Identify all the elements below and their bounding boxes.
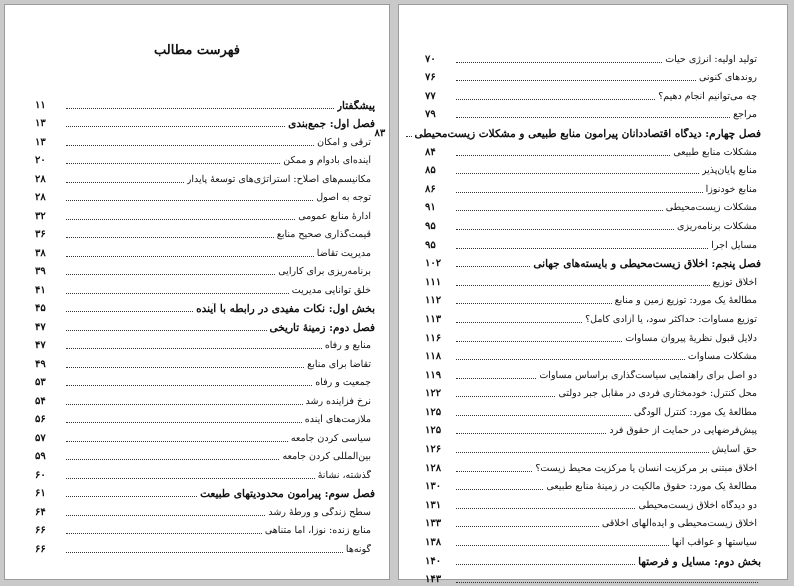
toc-entry-title: بخش اول: نکات مفیدی در رابطه با آینده <box>196 303 375 315</box>
toc-entry-page: ۳۸ <box>35 247 46 259</box>
toc-entry <box>425 326 761 345</box>
toc-entry-title: سطح زندگی و ورطهٔ رشد <box>268 506 371 518</box>
toc-entry-title: سیاسی کردن جامعه <box>290 432 371 444</box>
toc-entry-page: ۶۱ <box>35 488 46 499</box>
dot-leader <box>66 404 303 405</box>
dot-leader <box>66 348 322 349</box>
toc-entry <box>425 140 761 159</box>
toc-entry <box>425 66 761 85</box>
toc-entry-page: ۱۳۸ <box>425 537 442 549</box>
toc-entry-title: مطالعهٔ یک مورد: حقوق مالکیت در زمینهٔ منابع طبیعی <box>546 481 757 493</box>
dot-leader <box>456 117 730 118</box>
toc-entry-page: ۲۸ <box>35 192 46 203</box>
dot-leader <box>66 219 295 220</box>
toc-entry-title: اخلاق مبتنی بر مرکزیت انسان یا مرکزیت محیط زیست؟ <box>535 462 757 474</box>
toc-entry-page: ۱۲۶ <box>425 444 442 456</box>
dot-leader <box>456 229 674 230</box>
toc-entry-page: ۷۹ <box>425 109 436 121</box>
toc-entry-title: حق آسایش <box>711 444 757 456</box>
dot-leader <box>456 62 662 63</box>
dot-leader <box>456 396 555 397</box>
dot-leader <box>66 533 262 534</box>
toc-entry-title: مدیریت تقاضا <box>316 247 371 259</box>
dot-leader <box>456 471 532 472</box>
toc-entry-page: ۵۹ <box>35 451 46 462</box>
toc-entry-page: ۱۱۹ <box>425 369 442 381</box>
toc-entry-page: ۱۴۰ <box>425 555 442 567</box>
dot-leader <box>456 526 599 527</box>
dot-leader <box>66 311 193 312</box>
toc-entry-page: ۱۲۵ <box>425 406 442 418</box>
dot-leader <box>66 552 343 553</box>
toc-entry-title: چه می‌توانیم انجام دهیم؟ <box>658 90 757 102</box>
dot-leader <box>456 508 635 509</box>
toc-entry-title: محل کنترل: خودمختاری فردی در مقابل جبر دولتی <box>558 388 757 400</box>
toc-entry <box>425 196 761 215</box>
toc-entry-page: ۶۶ <box>35 525 46 536</box>
toc-entry <box>374 121 761 140</box>
toc-entry-page: ۱۳ <box>35 118 46 129</box>
toc-entry-page: ۲۸ <box>35 173 46 185</box>
toc-entry-title: پیش‌فرضهایی در حمایت از حقوق فرد <box>609 425 757 437</box>
dot-leader <box>456 99 655 100</box>
dot-leader <box>66 515 265 516</box>
toc-entry-page: ۵۳ <box>35 377 46 388</box>
toc-entry-title: اخلاق توزیع <box>712 276 757 288</box>
dot-leader <box>66 441 288 442</box>
toc-entry-page: ۴۷ <box>35 321 46 333</box>
toc-entry-title: بین‌المللی کردن جامعه <box>282 451 371 462</box>
toc-entry <box>35 500 375 519</box>
toc-entry-title: مطالعهٔ یک مورد: کنترل آلودگی <box>633 406 757 418</box>
toc-entry-page: ۱۳۰ <box>425 481 442 493</box>
toc-entry-title: منابع و رفاه <box>324 340 371 351</box>
toc-entry-page: ۵۶ <box>35 414 46 425</box>
toc-entry-title: مشکلات زیست‌محیطی <box>665 202 757 214</box>
toc-entry-page: ۶۶ <box>35 543 46 555</box>
dot-leader <box>456 80 696 81</box>
toc-entry <box>425 568 761 586</box>
dot-leader <box>456 303 612 304</box>
toc-entry <box>35 149 375 168</box>
toc-entry-title: توجه به اصول <box>316 192 371 203</box>
toc-entry <box>35 297 375 316</box>
toc-entry <box>35 537 375 556</box>
toc-entry <box>35 93 375 112</box>
toc-entry-title: مشکلات مساوات <box>687 351 757 363</box>
toc-entry-page: ۵۷ <box>35 432 46 444</box>
toc-entry-title: فصل پنجم: اخلاق زیست‌محیطی و بایسته‌های جهانی <box>533 258 761 271</box>
toc-entry <box>425 270 761 289</box>
toc-entry-page: ۶۰ <box>35 469 46 481</box>
toc-entry-page: ۱۳۳ <box>425 518 442 530</box>
dot-leader <box>456 545 669 546</box>
dot-leader <box>66 293 289 294</box>
toc-entry-title: دو اصل برای راهنمایی سیاست‌گذاری براساس مساوات <box>539 369 757 381</box>
toc-entry-title: برنامه‌ریزی برای کارایی <box>278 266 371 277</box>
toc-entry <box>35 371 375 390</box>
toc-entry-page: ۳۹ <box>35 266 46 277</box>
toc-entry-title: مسایل اجرا <box>711 239 757 251</box>
toc-entry <box>425 47 761 66</box>
toc-entry-page: ۹۵ <box>425 220 436 232</box>
toc-entry-title: فصل دوم: زمینهٔ تاریخی <box>269 321 375 334</box>
dot-leader <box>456 582 758 583</box>
toc-entry-title: خلق توانایی مدیریت <box>291 284 371 296</box>
toc-entry <box>425 493 761 512</box>
toc-entry-page: ۷۷ <box>425 90 436 102</box>
dot-leader <box>66 145 314 146</box>
toc-entry <box>425 382 761 401</box>
dot-leader <box>456 285 710 286</box>
toc-entry-page: ۱۲۵ <box>425 425 442 437</box>
dot-leader <box>456 415 631 416</box>
toc-entry-page: ۳۶ <box>35 229 46 240</box>
toc-entry <box>425 530 761 549</box>
dot-leader <box>406 136 412 137</box>
toc-entry-title: قیمت‌گذاری صحیح منابع <box>276 229 371 240</box>
toc-entry <box>425 84 761 103</box>
dot-leader <box>66 367 304 368</box>
toc-entry <box>425 345 761 364</box>
toc-entry-title: پیشگفتار <box>336 99 375 112</box>
toc-entry <box>35 463 375 482</box>
toc-entry-title: بخش دوم: مسایل و فرصتها <box>638 555 761 568</box>
dot-leader <box>66 108 334 109</box>
page-title: فهرست مطالب <box>154 43 240 58</box>
toc-entry-page: ۶۴ <box>35 506 46 518</box>
dot-leader <box>66 496 197 497</box>
toc-entry-page: ۷۰ <box>425 53 436 65</box>
dot-leader <box>66 182 184 183</box>
dot-leader <box>66 163 280 164</box>
toc-entry <box>35 167 375 186</box>
toc-entry <box>425 363 761 382</box>
toc-entry <box>35 260 375 279</box>
toc-entry-page: ۳۲ <box>35 210 46 222</box>
toc-entry <box>35 408 375 427</box>
toc-entry-page: ۹۵ <box>425 239 436 251</box>
dot-leader <box>456 322 582 323</box>
toc-entry-title: منابع خودنوزا <box>705 183 757 195</box>
toc-entry-title: فصل سوم: پیرامون محدودیتهای طبیعت <box>200 488 375 500</box>
toc-entry <box>425 159 761 178</box>
toc-entry-page: ۱۲۸ <box>425 462 442 474</box>
toc-entry-title: توزیع مساوات: حداکثر سود، یا آزادی کامل؟ <box>585 313 757 325</box>
toc-entry-title: مطالعهٔ یک مورد: توزیع زمین و منابع <box>614 295 757 307</box>
toc-entry-title: اخلاق زیست‌محیطی و ایده‌آلهای اخلاقی <box>601 518 757 530</box>
toc-entry-title: گذشته، نشانهٔ <box>317 469 371 481</box>
toc-entry <box>35 241 375 260</box>
toc-entry <box>425 549 761 568</box>
toc-entry-page: ۱۱ <box>35 99 46 111</box>
toc-entry <box>425 214 761 233</box>
toc-entry-title: منابع پایان‌پذیر <box>701 165 757 177</box>
toc-entry-page: ۱۱۶ <box>425 332 442 344</box>
dot-leader <box>456 341 622 342</box>
toc-entry-title: آینده‌ای بادوام و ممکن <box>283 155 371 166</box>
toc-entry <box>35 186 375 205</box>
dot-leader <box>66 274 275 275</box>
dot-leader <box>456 210 663 211</box>
toc-entry <box>35 445 375 464</box>
toc-entry-title: دو دیدگاه اخلاق زیست‌محیطی <box>638 499 757 511</box>
right-page <box>374 4 788 586</box>
dot-leader <box>456 564 635 565</box>
toc-entry <box>35 352 375 371</box>
toc-entry <box>35 223 375 242</box>
toc-entry-page: ۱۳۱ <box>425 499 442 511</box>
toc-entry-page: ۱۲۲ <box>425 388 442 400</box>
toc-entry-page: ۴۱ <box>35 284 46 296</box>
toc-entry <box>425 437 761 456</box>
dot-leader <box>66 256 314 257</box>
toc-entry <box>35 334 375 353</box>
toc-entry <box>35 130 375 149</box>
toc-entry-title: فصل اول: جمع‌بندی <box>288 118 375 130</box>
toc-entry <box>425 177 761 196</box>
left-page <box>4 4 390 580</box>
toc-entry-page: ۸۴ <box>425 146 436 158</box>
toc-entry-title: ملازمت‌های آینده <box>304 414 371 425</box>
toc-entry <box>35 426 375 445</box>
toc-entry-page: ۷۶ <box>425 72 436 84</box>
toc-entry <box>425 475 761 494</box>
toc-entry-title: جمعیت و رفاه <box>315 377 371 388</box>
toc-entry-page: ۱۱۲ <box>425 295 442 307</box>
toc-entry-page: ۱۳ <box>35 136 46 148</box>
toc-list-right <box>374 47 761 586</box>
toc-entry <box>425 307 761 326</box>
toc-entry-title: تقاضا برای منابع <box>307 358 371 370</box>
toc-entry <box>35 278 375 297</box>
toc-entry-page: ۱۰۲ <box>425 258 442 270</box>
toc-entry <box>425 456 761 475</box>
toc-entry-title: نرخ فزاینده رشد <box>305 395 371 407</box>
dot-leader <box>456 452 709 453</box>
dot-leader <box>66 459 279 460</box>
toc-entry-title: مکانیسم‌های اصلاح: استراتژی‌های توسعهٔ پایدار <box>186 173 371 185</box>
toc-entry-title: ترقی و امکان <box>317 136 371 148</box>
dot-leader <box>66 237 274 238</box>
toc-entry-page: ۱۴۳ <box>425 574 442 586</box>
dot-leader <box>66 385 312 386</box>
toc-entry-page: ۸۶ <box>425 183 436 195</box>
toc-entry-title: سیاستها و عواقب آنها <box>671 537 757 549</box>
toc-entry-title: منابع زنده: نوزا، اما متناهی <box>264 525 371 536</box>
toc-entry-page: ۴۵ <box>35 303 46 314</box>
toc-entry-title: تولید اولیه: انرژی حیات <box>665 53 757 65</box>
dot-leader <box>456 155 670 156</box>
toc-entry <box>35 204 375 223</box>
dot-leader <box>456 266 530 267</box>
toc-entry <box>425 512 761 531</box>
toc-entry-page: ۱۱۸ <box>425 351 442 363</box>
toc-entry <box>425 252 761 271</box>
toc-entry-page: ۲۰ <box>35 155 46 166</box>
toc-entry <box>35 519 375 538</box>
toc-entry-page: ۱۱۳ <box>425 313 442 325</box>
toc-entry-page: ۱۱۱ <box>425 276 442 288</box>
toc-entry-page: ۴۹ <box>35 358 46 370</box>
toc-entry-page: ۸۳ <box>374 127 386 139</box>
toc-entry-title: مشکلات برنامه‌ریزی <box>677 220 757 232</box>
toc-entry <box>35 112 375 131</box>
toc-entry <box>425 103 761 122</box>
dot-leader <box>66 330 267 331</box>
toc-entry <box>35 315 375 334</box>
toc-entry-title: روندهای کنونی <box>698 72 757 84</box>
toc-entry <box>425 233 761 252</box>
toc-entry <box>425 419 761 438</box>
toc-entry-title: ادارهٔ منابع عمومی <box>298 210 371 222</box>
toc-entry-page: ۹۱ <box>425 202 436 214</box>
dot-leader <box>66 422 302 423</box>
dot-leader <box>456 489 543 490</box>
dot-leader <box>66 200 313 201</box>
toc-entry-title: دلایل قبول نظریهٔ پیروان مساوات <box>625 332 757 344</box>
dot-leader <box>456 433 606 434</box>
dot-leader <box>456 359 685 360</box>
dot-leader <box>66 478 315 479</box>
dot-leader <box>66 126 285 127</box>
dot-leader <box>456 378 536 379</box>
toc-entry-page: ۸۵ <box>425 165 436 177</box>
toc-entry <box>425 289 761 308</box>
toc-entry <box>35 482 375 501</box>
dot-leader <box>456 248 708 249</box>
toc-entry-page: ۴۷ <box>35 340 46 351</box>
toc-entry-title: گونه‌ها <box>345 543 371 555</box>
toc-entry-title: فصل چهارم: دیدگاه اقتصاددانان پیرامون منابع طبیعی و مشکلات زیست‌محیطی <box>414 127 761 140</box>
toc-entry-page: ۵۴ <box>35 395 46 407</box>
toc-entry <box>35 389 375 408</box>
toc-list-left <box>35 93 375 556</box>
dot-leader <box>456 173 699 174</box>
toc-entry <box>425 400 761 419</box>
dot-leader <box>456 192 703 193</box>
toc-entry-title: مراجع <box>733 109 757 121</box>
toc-entry-title: مشکلات منابع طبیعی <box>673 146 757 158</box>
